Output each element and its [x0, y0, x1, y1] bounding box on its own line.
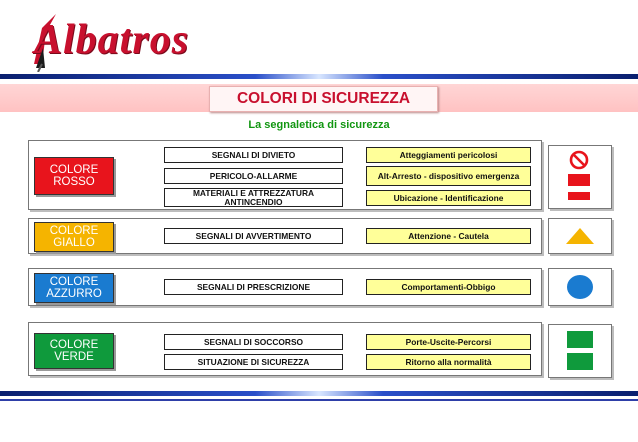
bottom-divider-line	[0, 399, 638, 401]
icons-rosso	[548, 145, 612, 209]
page-subtitle: La segnaletica di sicurezza	[248, 119, 390, 131]
bottom-divider-bar	[0, 391, 638, 396]
top-divider-bar	[0, 74, 638, 79]
meaning-situazione-sicurezza: Ritorno alla normalità	[366, 354, 531, 370]
green-square-icon	[567, 331, 593, 348]
meaning-divieto: Atteggiamenti pericolosi	[366, 147, 531, 163]
color-label-azzurro: COLORE AZZURRO	[34, 273, 114, 303]
icons-giallo	[548, 218, 612, 254]
yellow-triangle-icon	[565, 227, 595, 245]
color-label-verde: COLORE VERDE	[34, 333, 114, 369]
sign-pericolo-allarme: PERICOLO-ALLARME	[164, 168, 343, 184]
page-title: COLORI DI SICUREZZA	[209, 86, 438, 112]
meaning-avvertimento: Attenzione - Cautela	[366, 228, 531, 244]
green-square-icon	[567, 353, 593, 370]
prohibition-icon	[569, 150, 589, 170]
sign-avvertimento: SEGNALI DI AVVERTIMENTO	[164, 228, 343, 244]
meaning-soccorso: Porte-Uscite-Percorsi	[366, 334, 531, 350]
sign-antincendio: MATERIALI E ATTREZZATURA ANTINCENDIO	[164, 188, 343, 207]
albatros-logo	[12, 8, 222, 72]
icons-azzurro	[548, 268, 612, 306]
sign-soccorso: SEGNALI DI SOCCORSO	[164, 334, 343, 350]
sign-situazione-sicurezza: SITUAZIONE DI SICUREZZA	[164, 354, 343, 370]
red-bar-icon	[568, 192, 590, 200]
red-square-icon	[568, 174, 590, 186]
color-label-giallo: COLORE GIALLO	[34, 222, 114, 252]
meaning-pericolo-allarme: Alt-Arresto - dispositivo emergenza	[366, 166, 531, 186]
meaning-antincendio: Ubicazione - Identificazione	[366, 190, 531, 206]
sign-divieto: SEGNALI DI DIVIETO	[164, 147, 343, 163]
logo-text: Albatros	[34, 17, 190, 63]
sign-prescrizione: SEGNALI DI PRESCRIZIONE	[164, 279, 343, 295]
blue-circle-icon	[566, 274, 594, 300]
icons-verde	[548, 324, 612, 378]
color-label-rosso: COLORE ROSSO	[34, 157, 114, 195]
meaning-prescrizione: Comportamenti-Obbigo	[366, 279, 531, 295]
